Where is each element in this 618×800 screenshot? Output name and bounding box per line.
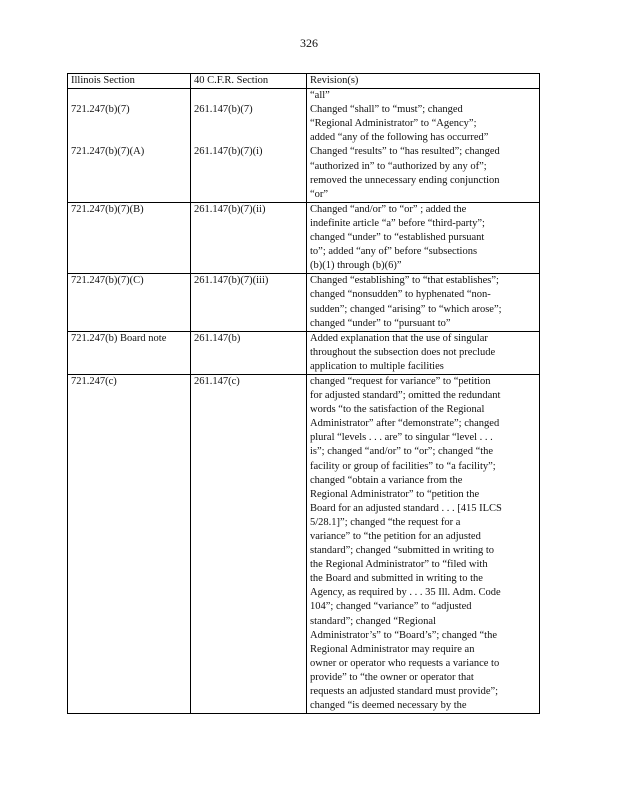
illinois-section-cell bbox=[68, 202, 191, 273]
revision-cell bbox=[307, 274, 540, 331]
revision-cell-line: added “any of the following has occurred” bbox=[310, 132, 489, 144]
revision-cell-line: “or” bbox=[310, 188, 329, 200]
revision-cell-line: throughout the subsection does not preclude bbox=[310, 346, 496, 358]
table-row bbox=[68, 274, 540, 331]
revision-cell-line: changed “request for variance” to “petition bbox=[310, 375, 491, 387]
cfr-section-cell bbox=[191, 274, 307, 331]
revision-cell-line: Administrator’s” to “Board’s”; changed “the bbox=[310, 629, 498, 641]
revision-cell-line: facility or group of facilities” to “a facility”; bbox=[310, 460, 496, 472]
page-number: 326 bbox=[300, 36, 318, 50]
illinois-section-cell bbox=[68, 89, 191, 203]
revision-cell-line: standard”; changed “submitted in writing to bbox=[310, 545, 494, 557]
cfr-section-cell-line bbox=[194, 89, 303, 103]
cfr-section-cell-line: 261.147(c) bbox=[194, 375, 240, 387]
revision-cell-line: changed “nonsudden” to hyphenated “non- bbox=[310, 289, 491, 301]
header-cfr-section: 40 C.F.R. Section bbox=[191, 74, 307, 89]
revision-cell-line: plural “levels . . . are” to singular “level . . . bbox=[310, 432, 493, 444]
revision-cell-line: Changed “and/or” to “or” ; added the bbox=[310, 203, 467, 215]
revision-cell-line: variance” to “the petition for an adjusted bbox=[310, 531, 481, 542]
cfr-section-cell-line: 261.147(b)(7)(iii) bbox=[194, 275, 269, 287]
revision-cell-line: to”; added “any of” before “subsections bbox=[310, 246, 478, 258]
illinois-section-cell-line: 721.247(b)(7)(B) bbox=[71, 203, 144, 215]
illinois-section-cell-line: 721.247(c) bbox=[71, 375, 117, 387]
table-row bbox=[68, 374, 540, 713]
header-revisions: Revision(s) bbox=[307, 74, 540, 89]
table-header-row bbox=[68, 74, 540, 89]
revision-cell-line: application to multiple facilities bbox=[310, 360, 444, 372]
revision-cell-line: 5/28.1]”; changed “the request for a bbox=[310, 516, 461, 528]
revisions-table bbox=[67, 73, 540, 714]
revision-cell-line: (b)(1) through (b)(6)” bbox=[310, 260, 402, 272]
revision-cell-line: Changed “shall” to “must”; changed bbox=[310, 104, 463, 116]
revision-cell-line: “Regional Administrator” to “Agency”; bbox=[310, 118, 477, 130]
revision-cell-line: changed “under” to “pursuant to” bbox=[310, 317, 451, 329]
revision-cell-line: indefinite article “a” before “third-party”; bbox=[310, 217, 485, 229]
table-row bbox=[68, 89, 540, 203]
revision-cell-line: is”; changed “and/or” to “or”; changed “the bbox=[310, 446, 494, 458]
revision-cell bbox=[307, 374, 540, 713]
revision-cell-line: owner or operator who requests a variance to bbox=[310, 657, 500, 669]
illinois-section-cell-line bbox=[71, 131, 187, 145]
illinois-section-cell bbox=[68, 331, 191, 374]
cfr-section-cell-line: 261.147(b)(7) bbox=[194, 104, 253, 116]
revision-cell-line: sudden”; changed “arising” to “which arose”; bbox=[310, 303, 502, 315]
table-row bbox=[68, 331, 540, 374]
cfr-section-cell bbox=[191, 89, 307, 203]
revision-cell bbox=[307, 331, 540, 374]
revision-cell bbox=[307, 89, 540, 203]
cfr-section-cell-line bbox=[194, 131, 303, 145]
revision-cell-line: “all” bbox=[310, 90, 330, 102]
revision-cell-line: for adjusted standard”; omitted the redundant bbox=[310, 390, 501, 402]
illinois-section-cell-line: 721.247(b)(7)(C) bbox=[71, 275, 144, 287]
revision-cell-line: Regional Administrator” to “petition the bbox=[310, 488, 480, 500]
revision-cell-line: Changed “establishing” to “that establishes”; bbox=[310, 275, 499, 287]
revision-cell-line: removed the unnecessary ending conjunction bbox=[310, 174, 500, 186]
cfr-section-cell-line: 261.147(b)(7)(ii) bbox=[194, 203, 266, 215]
revision-cell-line: Changed “results” to “has resulted”; changed bbox=[310, 146, 500, 158]
cfr-section-cell-line bbox=[194, 117, 303, 131]
illinois-section-cell-line bbox=[71, 117, 187, 131]
cfr-section-cell bbox=[191, 202, 307, 273]
revision-cell-line: Board for an adjusted standard . . . [415 ILCS bbox=[310, 502, 502, 514]
revision-cell-line: changed “under” to “established pursuant bbox=[310, 232, 485, 244]
revision-cell-line: changed “obtain a variance from the bbox=[310, 474, 463, 486]
revision-cell-line: words “to the satisfaction of the Regional bbox=[310, 404, 485, 416]
revision-cell-line: the Board and submitted in writing to the bbox=[310, 573, 483, 585]
cfr-section-cell bbox=[191, 331, 307, 374]
table-row bbox=[68, 202, 540, 273]
illinois-section-cell bbox=[68, 274, 191, 331]
illinois-section-cell bbox=[68, 374, 191, 713]
cfr-section-cell-line: 261.147(b) bbox=[194, 332, 241, 344]
illinois-section-cell-line: 721.247(b)(7)(A) bbox=[71, 146, 145, 158]
illinois-section-cell-line: 721.247(b)(7) bbox=[71, 104, 130, 116]
revision-cell bbox=[307, 202, 540, 273]
revision-cell-line: “authorized in” to “authorized by any of”; bbox=[310, 160, 487, 172]
revision-cell-line: requests an adjusted standard must provide”; bbox=[310, 686, 499, 698]
illinois-section-cell-line bbox=[71, 89, 187, 103]
revision-cell-line: Regional Administrator may require an bbox=[310, 643, 475, 655]
revision-cell-line: Agency, as required by . . . 35 Ill. Adm. Code bbox=[310, 587, 501, 599]
cfr-section-cell-line: 261.147(b)(7)(i) bbox=[194, 146, 263, 158]
header-illinois-section: Illinois Section bbox=[68, 74, 191, 89]
revision-cell-line: the Regional Administrator” to “filed with bbox=[310, 559, 488, 571]
revision-cell-line: Added explanation that the use of singular bbox=[310, 332, 488, 344]
revision-cell-line: changed “is deemed necessary by the bbox=[310, 700, 467, 712]
revision-cell-line: provide” to “the owner or operator that bbox=[310, 671, 474, 683]
cfr-section-cell bbox=[191, 374, 307, 713]
revision-cell-line: 104”; changed “variance” to “adjusted bbox=[310, 601, 472, 613]
revision-cell-line: Administrator” after “demonstrate”; changed bbox=[310, 418, 500, 430]
revision-cell-line: standard”; changed “Regional bbox=[310, 615, 436, 627]
illinois-section-cell-line: 721.247(b) Board note bbox=[71, 332, 167, 344]
